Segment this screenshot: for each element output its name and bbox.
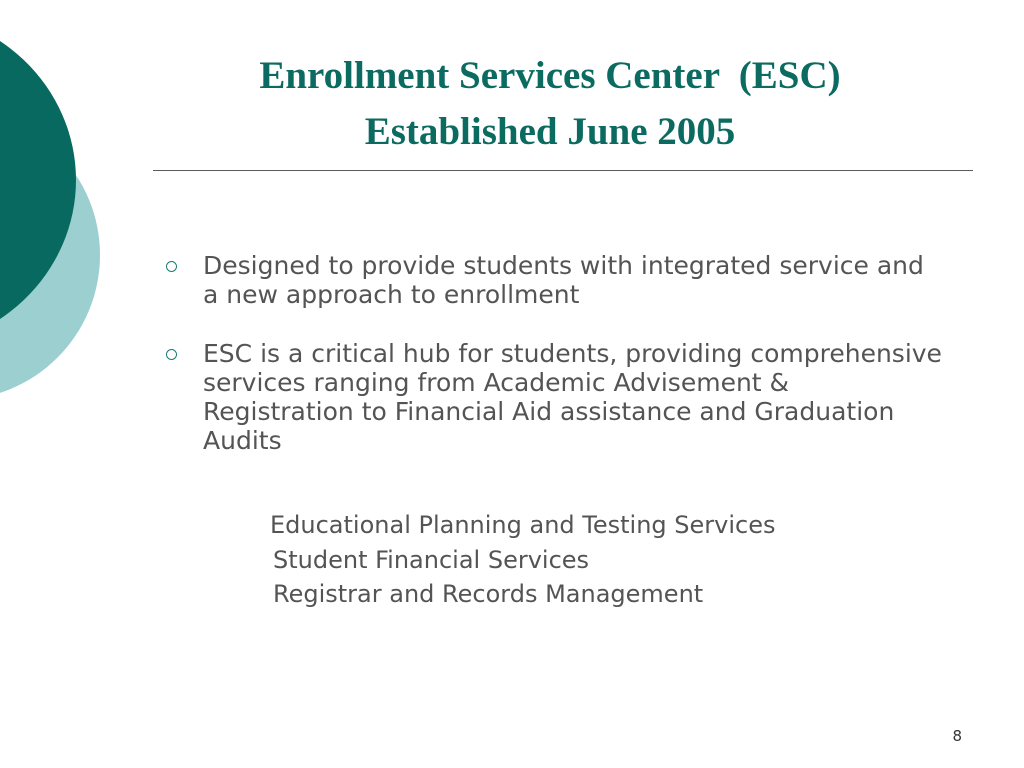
hollow-circle-bullet-icon — [166, 349, 177, 360]
title-line-1: Enrollment Services Center (ESC) — [259, 54, 841, 97]
bullet-item — [163, 339, 943, 455]
bullet-list — [163, 251, 943, 485]
bullet-text: Designed to provide students with integrated service and a new approach to enrollment — [203, 251, 924, 309]
page-number: 8 — [952, 727, 962, 745]
service-item: Student Financial Services — [273, 545, 590, 574]
bullet-item — [163, 251, 943, 309]
slide-title — [150, 48, 950, 160]
service-item: Educational Planning and Testing Services — [270, 511, 776, 539]
services-list — [270, 508, 970, 612]
bullet-text: ESC is a critical hub for students, providing comprehensive services ranging from Academic Advisement & Registration to Financial Aid assistance and Graduation Audits — [203, 339, 942, 455]
service-item: Registrar and Records Management — [273, 580, 704, 608]
title-divider — [153, 170, 973, 171]
title-line-2: Established June 2005 — [364, 110, 736, 153]
hollow-circle-bullet-icon — [166, 261, 177, 272]
